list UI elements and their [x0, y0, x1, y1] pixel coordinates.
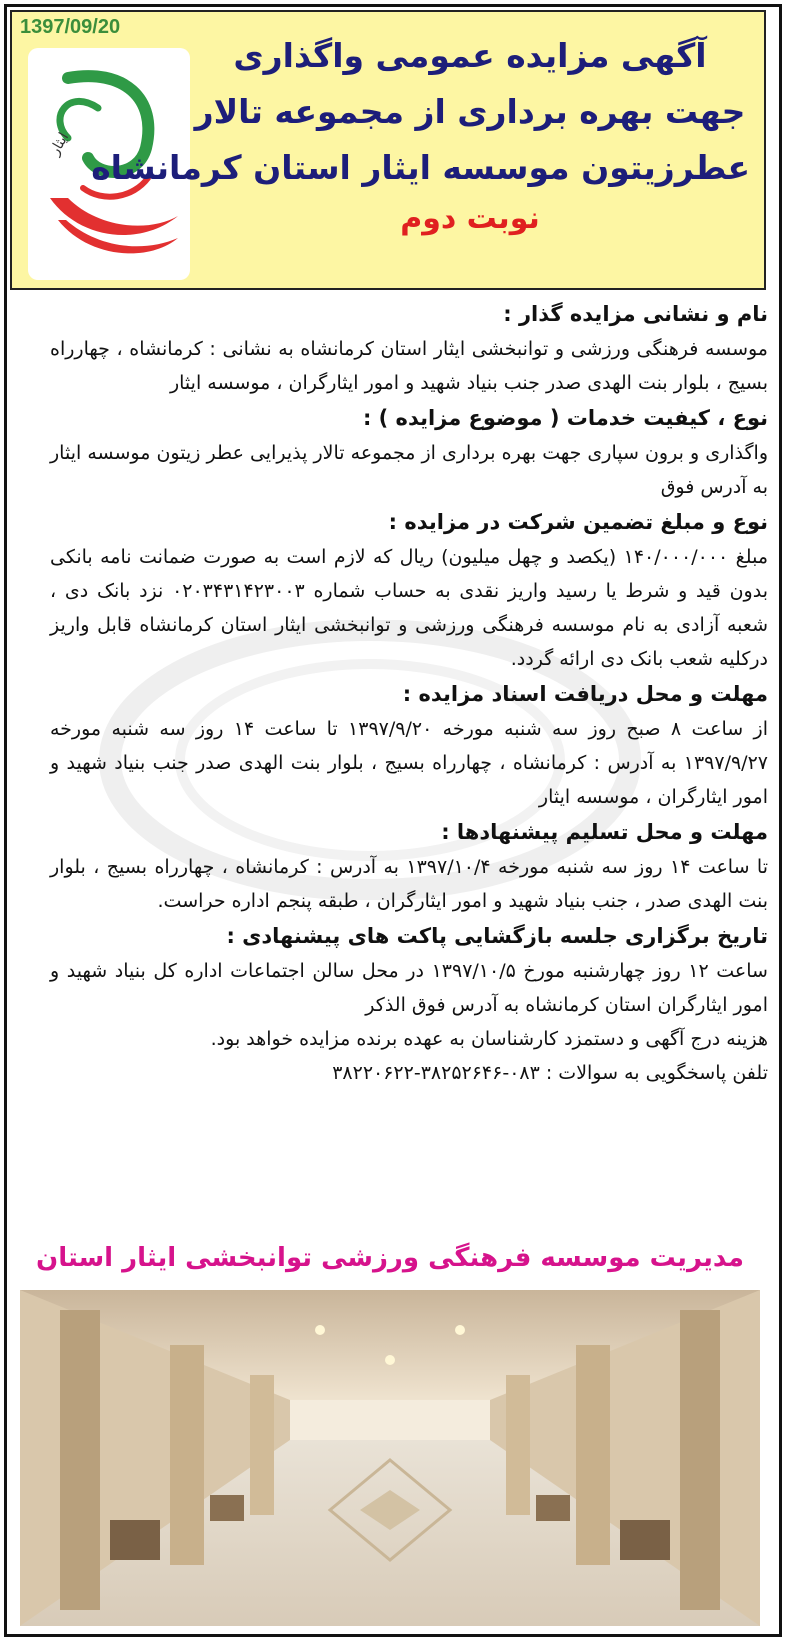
section-text-auctioneer: موسسه فرهنگی ورزشی و توانبخشی ایثار استان کرمانشاه به نشانی : کرمانشاه ، چهارراه بسیج ، بلوار بنت الهدی صدر جنب بنیاد شهید و امور ایثارگران ، موسسه ایثار	[50, 338, 768, 394]
logo-org-text: ایثار	[46, 130, 73, 158]
note-cost: هزینه درج آگهی و دستمزد کارشناسان به عهده برنده مزایده خواهد بود.	[210, 1028, 768, 1050]
round-label: نوبت دوم	[400, 201, 540, 236]
section-text-subject: واگذاری و برون سپاری جهت بهره برداری از مجموعه تالار پذیرایی عطر زیتون موسسه ایثار به آدرس فوق	[50, 442, 768, 498]
section-heading-guarantee: نوع و مبلغ تضمین شرکت در مزایده :	[388, 510, 768, 534]
section-heading-auctioneer: نام و نشانی مزایده گذار :	[503, 302, 768, 326]
title-line-3: عطرزیتون موسسه ایثار استان کرمانشاه	[91, 148, 750, 187]
section-heading-subject: نوع ، کیفیت خدمات ( موضوع مزایده ) :	[362, 406, 768, 430]
date-stamp: 1397/09/20	[20, 16, 121, 38]
title-line-2: جهت بهره برداری از مجموعه تالار	[194, 92, 746, 131]
header-panel	[10, 10, 766, 290]
section-heading-opening: تاریخ برگزاری جلسه بازگشایی پاکت های پیشنهادی :	[226, 924, 768, 948]
section-text-guarantee: مبلغ ۱۴۰/۰۰۰/۰۰۰ (یکصد و چهل میلیون) ریال که لازم است به صورت ضمانت نامه بانکی بدون قید و شرط یا رسید واریز نقدی به حساب شماره ۰۲۰۳۴۳۱۴۲۳۰۰۳ نزد بانک دی ، شعبه آزادی به نام موسسه فرهنگی ورزشی و توانبخشی ایثار استان کرمانشاه قابل واریز درکلیه شعب بانک دی ارائه گردد.	[50, 546, 768, 670]
section-heading-submission: مهلت و محل تسلیم پیشنهادها :	[441, 820, 768, 844]
section-heading-documents: مهلت و محل دریافت اسناد مزایده :	[402, 682, 768, 706]
footer-signature: مدیریت موسسه فرهنگی ورزشی توانبخشی ایثار استان	[36, 1243, 744, 1273]
section-text-documents: از ساعت ۸ صبح روز سه شنبه مورخه ۱۳۹۷/۹/۲۰ تا ساعت ۱۴ روز سه شنبه مورخه ۱۳۹۷/۹/۲۷ به آدرس : کرمانشاه ، چهارراه بسیج ، بلوار بنت الهدی صدر جنب بنیاد شهید و امور ایثارگران ، موسسه ایثار	[50, 718, 768, 808]
banquet-hall-photo-icon	[20, 1290, 760, 1626]
banquet-hall-photo	[20, 1290, 760, 1626]
section-text-submission: تا ساعت ۱۴ روز سه شنبه مورخه ۱۳۹۷/۱۰/۴ به آدرس : کرمانشاه ، چهارراه بسیج ، بلوار بنت الهدی صدر ، جنب بنیاد شهید و امور ایثارگران ، طبقه پنجم اداره حراست.	[50, 856, 769, 912]
title-line-1: آگهی مزایده عمومی واگذاری	[233, 36, 707, 75]
title-block	[91, 28, 750, 242]
section-text-opening: ساعت ۱۲ روز چهارشنبه مورخ ۱۳۹۷/۱۰/۵ در محل سالن اجتماعات اداره کل بنیاد شهید و امور ایثارگران استان کرمانشاه به آدرس فوق الذکر	[50, 960, 768, 1016]
note-phone: تلفن پاسخگویی به سوالات : ۰۸۳-۳۸۲۵۲۶۴۶-۳۸۲۲۰۶۲۲	[332, 1062, 768, 1084]
ad-body	[50, 296, 768, 1090]
